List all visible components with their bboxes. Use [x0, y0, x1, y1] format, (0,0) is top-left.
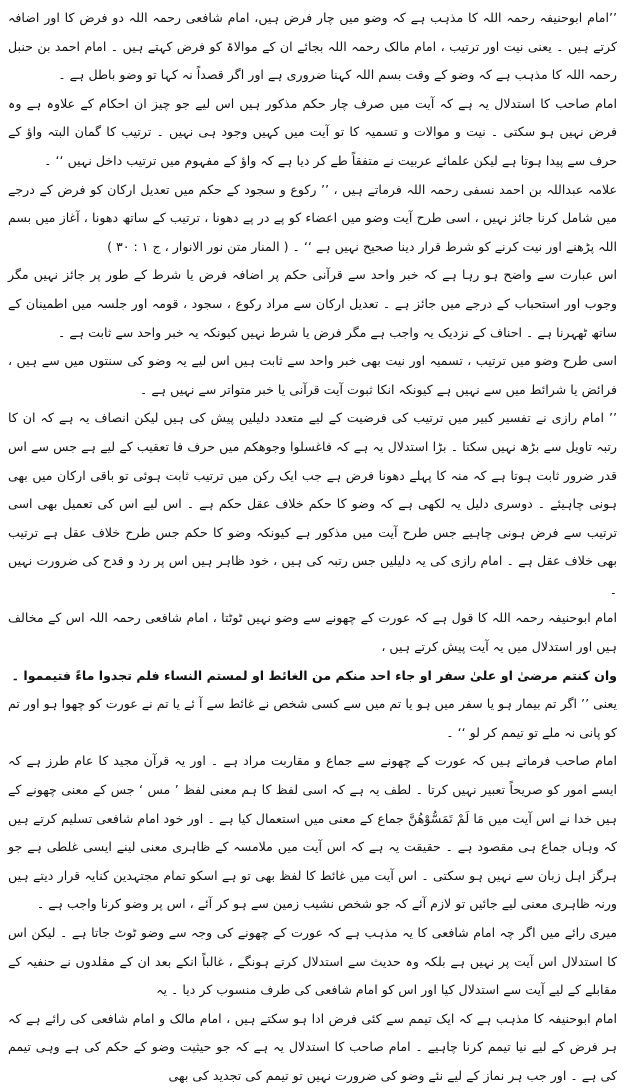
paragraph-nasafi-quote: علامہ عبداللہ بن احمد نسفی رحمہ اللہ فرماتے ہیں ، ’’ رکوع و سجود کے حکم میں تعدیل ارکان کو فرض کے درجے میں شامل کرنا جائز نہیں ، اسی طرح آیت وضو میں اعضاء کو پے در پے دھونا ، ترتیب کے ساتھ دھونا ، آغاز میں بسم اللہ پڑھنے اور نیت کرنے کو شرط قرار دینا صحیح نہیں ہے ‘‘ ۔ ( المنار متن نور الانوار ، ج ۱ : ۳۰ ) [8, 181, 617, 254]
paragraph-touching-woman: امام ابوحنیفہ رحمہ اللہ کا قول ہے کہ عورت کے چھونے سے وضو نہیں ٹوٹتا ، امام شافعی رحمہ اللہ اس کے مخالف ہیں اور استدلال میں یہ آیت پیش کرتے ہیں ، [8, 610, 617, 655]
paragraph-khabar-wahid: اس عبارت سے واضح ہو رہا ہے کہ خبر واحد سے قرآنی حکم پر اضافہ فرض یا شرط کے طور پر جائز نہیں مگر وجوب اور استحباب کے درجے میں جائز ہے ۔ تعدیل ارکان سے مراد رکوع ، سجود ، قومہ اور جلسہ میں اطمینان کے ساتھ ٹھہرنا ہے ۔ احناف کے نزدیک یہ واجب ہے مگر فرض یا شرط نہیں کیونکہ یہ خبر واحد سے ثابت ہے ۔ [8, 267, 617, 340]
quran-verse: وان کنتم مرضیٰ او علیٰ سفر او جاء احد منکم من الغائط او لمستم النساء فلم تجدوا ماءً فتیمموا ۔ [11, 667, 617, 683]
paragraph-verse-translation: یعنی ’’ اگر تم بیمار ہو یا سفر میں ہو یا تم میں سے کسی شخص نے غائط سے آ ئے یا تم نے عورت کو چھوا ہو اور تم کو پانی نہ ملے تو تیمم کر لو ‘‘ ۔ [8, 696, 617, 740]
paragraph-four-obligations: ’’امام ابوحنیفہ رحمہ اللہ کا مذہب ہے کہ وضو میں چار فرض ہیں، امام شافعی رحمہ اللہ دو فرض کا اور اضافہ کرتے ہیں ۔ یعنی نیت اور ترتیب ، امام مالک رحمہ اللہ بجائے ان کے موالاۃ کو فرض کہتے ہیں ۔ امام احمد بن حنبل رحمہ اللہ کا مذہب ہے کہ وضو کے وقت بسم اللہ کہنا ضروری ہے اور اگر قصداً نہ کہا تو وضو باطل ہے ۔ [8, 10, 617, 83]
paragraph-author-opinion: میری رائے میں اگر چہ امام شافعی کا یہ مذہب ہے کہ عورت کے چھونے کی وجہ سے وضو ٹوٹ جاتا ہے ۔ لیکن اس کا استدلال اس آیت پر نہیں ہے بلکہ وہ حدیث سے استدلال کرتے ہونگے ، غالباً انکے بعد ان کے مقلدوں نے حنفیہ کے مقابلے کے لیے آیت سے استدلال کیا اور اس کو امام شافعی کی طرف منسوب کر دیا ۔ یہ [8, 925, 617, 998]
paragraph-tayammum: امام ابوحنیفہ کا مذہب ہے کہ ایک تیمم سے کئی فرض ادا ہو سکتے ہیں ، امام مالک و امام شافعی کی رائے ہے کہ ہر فرض کے لیے نیا تیمم کرنا چاہیے ۔ امام صاحب کا استدلال یہ ہے کہ جو حیثیت وضو کے حکم کی ہے وہی تیمم کی ہے ۔ اور جب ہر نماز کے لیے نئے وضو کی ضرورت نہیں تو تیمم کی تجدید کی بھی [8, 1010, 617, 1083]
paragraph-imam-razi: ’’ امام رازی نے تفسیر کبیر میں ترتیب کی فرضیت کے لیے متعدد دلیلیں پیش کی ہیں لیکن انصاف یہ ہے کہ ان کا رتبہ تاویل سے بڑھ نہیں سکتا ۔ بڑا استدلال یہ ہے کہ فاغسلوا وجوھکم میں حرف فا تعقیب کے لیے ہے جس سے اس قدر ضرور ثابت ہوتا ہے کہ منہ کا پہلے دھونا فرض ہے جب ایک رکن میں ترتیب ثابت ہوئی تو باقی ارکان میں بھی ہونی چاہیئے ۔ دوسری دلیل یہ لکھی ہے کہ وضو کا حکم خلاف عقل حکم ہے ۔ اس لیے اس کی تعمیل بھی اسی ترتیب سے فرض ہونی چاہیے جس طرح آیت میں مذکور ہے کیونکہ وضو کا حکم جس طرح خلاف عقل ہے ترتیب بھی خلاف عقل ہے ۔ امام رازی کی یہ دلیلیں جس رتبہ کی ہیں ، خود ظاہر ہیں اس پر رد و قدح کی ضرورت نہیں ۔ [8, 410, 617, 597]
paragraph-mulamasa: امام صاحب فرماتے ہیں کہ عورت کے چھونے سے جماع و مقاربت مراد ہے ۔ اور یہ قرآن مجید کا عام طرز ہے کہ ایسے امور کو صریحاً تعبیر نہیں کرتا ۔ لطف یہ ہے کہ اسی لفظ کا ہم معنی لفظ ’ مس ‘ جس کے معنی چھونے کے ہیں خدا نے اس آیت میں مَا لَمْ تَمَسُّوْهُنَّ جماع کے معنی میں استعمال کیا ہے ۔ اور خود امام شافعی تسلیم کرتے ہیں کہ وہاں جماع ہی مقصود ہے ۔ حقیقت یہ ہے کہ اس آیت میں ملامسہ کے ظاہری معنی لینے ایسی غلطی ہے جو ہرگز اہل زبان سے نہیں ہو سکتی ۔ اس آیت میں غائط کا لفظ بھی تو ہے اسکو تمام مجتہدین کنایہ قرار دیتے ہیں ورنہ ظاہری معنی لیے جائیں تو لازم آئے کہ جو شخص نشیب زمین سے ہو کر آئے ، اس پر وضو کرنا واجب ہے ۔ [8, 753, 617, 912]
paragraph-wudu-sunnah: اسی طرح وضو میں ترتیب ، تسمیہ اور نیت بھی خبر واحد سے ثابت ہیں اس لیے یہ وضو کی سنتوں میں سے ہیں ، فرائض یا شرائط میں سے نہیں ہے کیونکہ انکا ثبوت آیت قرآنی یا خبر متواتر سے نہیں ہے ۔ [8, 353, 617, 397]
paragraph-imam-argument: امام صاحب کا استدلال یہ ہے کہ آیت میں صرف چار حکم مذکور ہیں اس لیے جو چیز ان احکام کے علاوہ ہے وہ فرض نہیں ہو سکتی ۔ نیت و موالات و تسمیہ کا تو آیت میں کہیں وجود ہی نہیں ۔ ترتیب کا گمان البتہ واؤ کے حرف سے پیدا ہوتا ہے لیکن علمائے عربیت نے متفقاً طے کر دیا ہے کہ واؤ کے مفہوم میں ترتیب داخل نہیں ‘‘ ۔ [8, 95, 617, 168]
